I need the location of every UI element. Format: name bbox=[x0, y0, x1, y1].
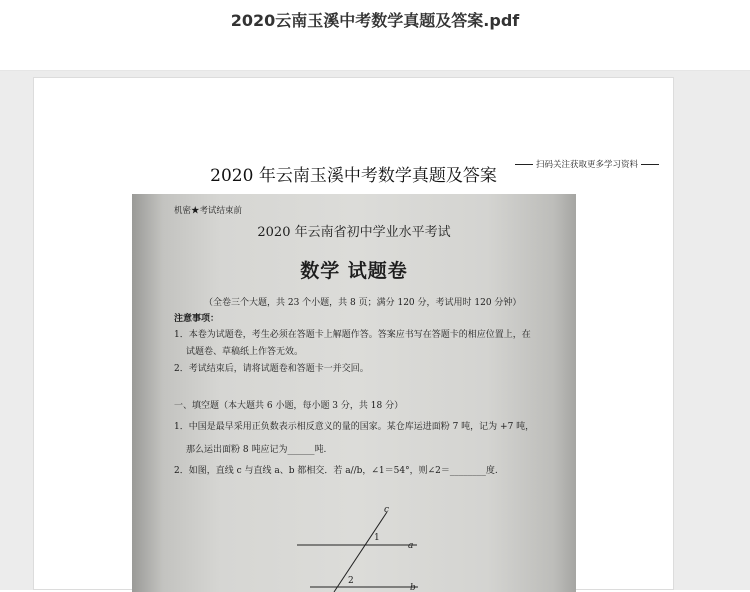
page-heading: 2020 年云南玉溪中考数学真题及答案 bbox=[210, 166, 497, 186]
section-1-heading: 一、填空题（本大题共 6 小题，每小题 3 分，共 18 分） bbox=[174, 401, 404, 411]
label-c: c bbox=[384, 505, 390, 515]
confidential-label: 机密★考试结束前 bbox=[174, 206, 243, 216]
parallel-lines-figure bbox=[132, 194, 576, 592]
label-b: b bbox=[410, 583, 416, 592]
document-title-bar bbox=[0, 0, 750, 71]
notes-heading: 注意事项： bbox=[174, 314, 220, 324]
exam-title: 2020 年云南省初中学业水平考试 bbox=[257, 225, 451, 240]
note-1-line-2: 试题卷、草稿纸上作答无效。 bbox=[186, 347, 304, 357]
question-1-line-2: 那么运出面粉 8 吨应记为______吨. bbox=[186, 445, 327, 455]
side-note-text: 扫码关注获取更多学习资料 bbox=[536, 160, 639, 170]
pdf-viewer-area[interactable] bbox=[0, 71, 750, 590]
line-c bbox=[334, 512, 387, 592]
exam-subtitle: 数学 试题卷 bbox=[300, 260, 408, 282]
label-angle-1: 1 bbox=[374, 533, 380, 543]
document-file-title: 2020云南玉溪中考数学真题及答案.pdf bbox=[230, 11, 520, 30]
label-a: a bbox=[408, 541, 414, 551]
note-2: 2．考试结束后，请将试题卷和答题卡一并交回。 bbox=[174, 364, 369, 374]
question-1-line-1: 1．中国是最早采用正负数表示相反意义的量的国家。某仓库运进面粉 7 吨，记为 +7 吨， bbox=[174, 422, 535, 432]
scanned-exam-image bbox=[132, 194, 576, 592]
question-2: 2．如图，直线 c 与直线 a、b 都相交．若 a//b，∠1＝54°，则∠2＝________度. bbox=[174, 466, 498, 476]
note-1-line-1: 1．本卷为试题卷，考生必须在答题卡上解题作答。答案应书写在答题卡的相应位置上，在 bbox=[174, 330, 531, 340]
label-angle-2: 2 bbox=[348, 576, 354, 586]
pdf-page bbox=[33, 77, 674, 590]
exam-info: （全卷三个大题，共 23 个小题，共 8 页；满分 120 分，考试用时 120 分钟） bbox=[204, 298, 522, 308]
